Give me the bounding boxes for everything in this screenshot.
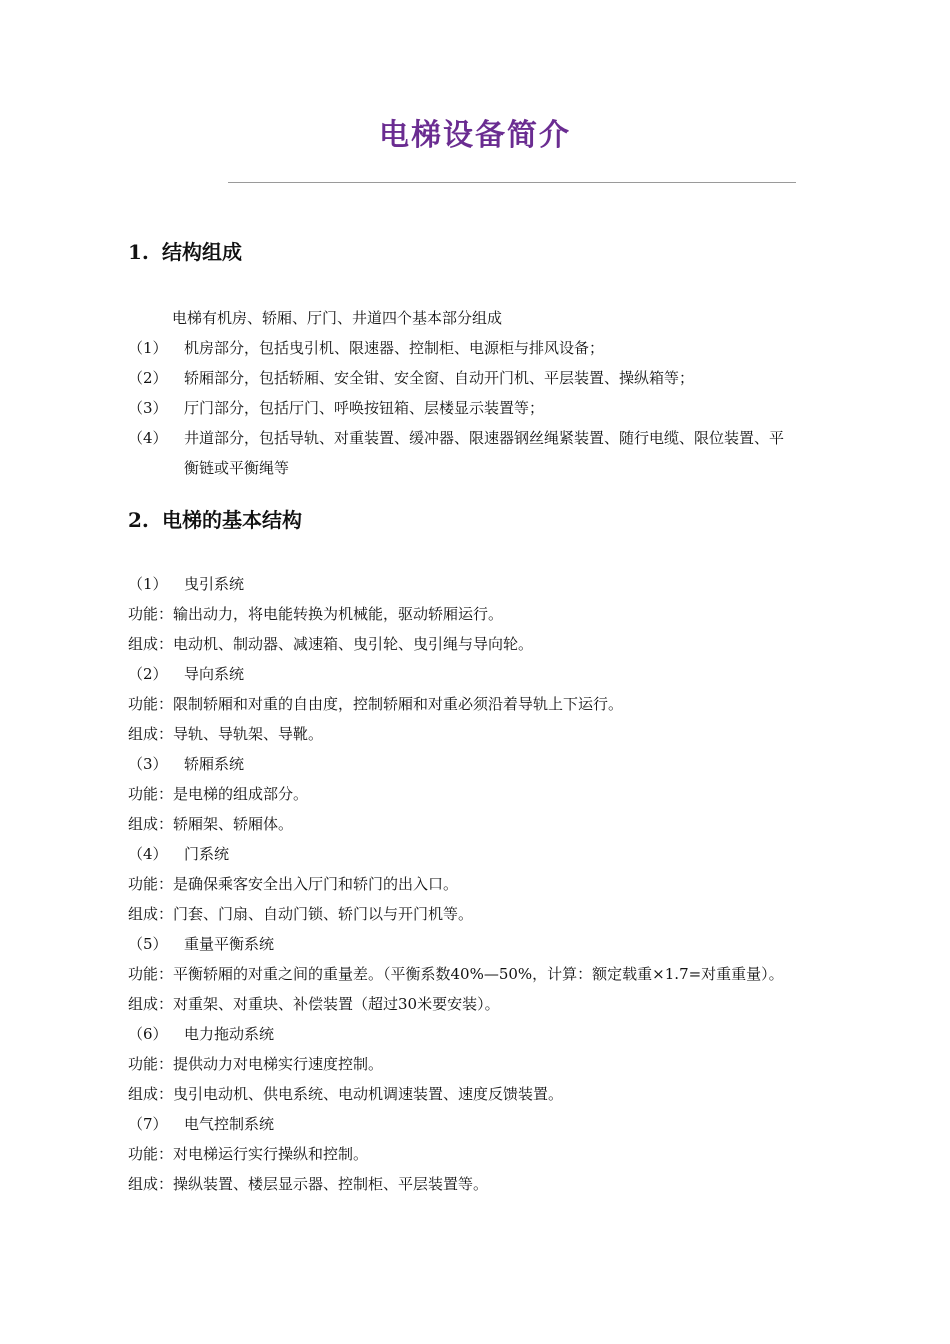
system-heading (128, 934, 274, 954)
system-composition: 组成：电动机、制动器、减速箱、曳引轮、曳引绳与导向轮。 (128, 635, 534, 653)
item-text: 轿厢部分，包括轿厢、安全钳、安全窗、自动开门机、平层装置、操纵箱等； (184, 369, 695, 387)
system-composition: 组成：对重架、对重块、补偿装置（超过30米要安装）。 (128, 995, 500, 1013)
section-2-title: 电梯的基本结构 (162, 508, 302, 532)
structure-item-4 (128, 428, 784, 448)
item-text: 机房部分，包括曳引机、限速器、控制柜、电源柜与排风设备； (184, 339, 605, 357)
document-title: 电梯设备简介 (379, 118, 571, 153)
system-name: 电气控制系统 (184, 1115, 275, 1133)
system-heading (128, 754, 244, 774)
system-function: 功能：输出动力，将电能转换为机械能，驱动轿厢运行。 (128, 605, 504, 623)
item-text: 井道部分，包括导轨、对重装置、缓冲器、限速器钢丝绳紧装置、随行电缆、限位装置、平 (184, 429, 785, 447)
structure-item-4-continuation: 衡链或平衡绳等 (184, 459, 290, 477)
system-composition: 组成：导轨、导轨架、导靴。 (128, 725, 324, 743)
system-function: 功能：对电梯运行实行操纵和控制。 (128, 1145, 369, 1163)
section-1-heading (128, 238, 242, 266)
system-function: 功能：提供动力对电梯实行速度控制。 (128, 1055, 384, 1073)
system-heading (128, 844, 229, 864)
system-label: （6） (128, 1025, 168, 1043)
section-2-number: 2. (128, 508, 149, 532)
item-text: 厅门部分，包括厅门、呼唤按钮箱、层楼显示装置等； (184, 399, 545, 417)
item-label: （3） (128, 399, 168, 417)
system-heading (128, 1024, 274, 1044)
system-label: （3） (128, 755, 168, 773)
system-heading (128, 664, 244, 684)
system-function: 功能：平衡轿厢的对重之间的重量差。（平衡系数40%—50%，计算：额定载重×1.7=对重重量）。 (128, 965, 784, 983)
system-function: 功能：是电梯的组成部分。 (128, 785, 309, 803)
system-name: 曳引系统 (184, 575, 245, 593)
system-label: （4） (128, 845, 168, 863)
item-label: （2） (128, 369, 168, 387)
section-2-heading (128, 506, 302, 534)
system-name: 重量平衡系统 (184, 935, 275, 953)
system-heading (128, 1114, 274, 1134)
system-name: 轿厢系统 (184, 755, 245, 773)
system-composition: 组成：轿厢架、轿厢体。 (128, 815, 294, 833)
system-function: 功能：限制轿厢和对重的自由度，控制轿厢和对重必须沿着导轨上下运行。 (128, 695, 624, 713)
system-function: 功能：是确保乘客安全出入厅门和轿门的出入口。 (128, 875, 459, 893)
item-label: （1） (128, 339, 168, 357)
section-1-intro: 电梯有机房、轿厢、厅门、井道四个基本部分组成 (172, 309, 503, 327)
system-name: 门系统 (184, 845, 230, 863)
system-label: （1） (128, 575, 168, 593)
structure-item-3 (128, 398, 544, 418)
title-divider (228, 182, 796, 183)
system-label: （2） (128, 665, 168, 683)
system-composition: 组成：曳引电动机、供电系统、电动机调速装置、速度反馈装置。 (128, 1085, 564, 1103)
section-1-title: 结构组成 (162, 240, 242, 264)
system-composition: 组成：门套、门扇、自动门锁、轿门以与开门机等。 (128, 905, 474, 923)
item-label: （4） (128, 429, 168, 447)
system-label: （7） (128, 1115, 168, 1133)
system-heading (128, 574, 244, 594)
system-name: 电力拖动系统 (184, 1025, 275, 1043)
section-1-number: 1. (128, 240, 149, 264)
system-label: （5） (128, 935, 168, 953)
structure-item-1 (128, 338, 604, 358)
system-composition: 组成：操纵装置、楼层显示器、控制柜、平层装置等。 (128, 1175, 489, 1193)
system-name: 导向系统 (184, 665, 245, 683)
structure-item-2 (128, 368, 694, 388)
